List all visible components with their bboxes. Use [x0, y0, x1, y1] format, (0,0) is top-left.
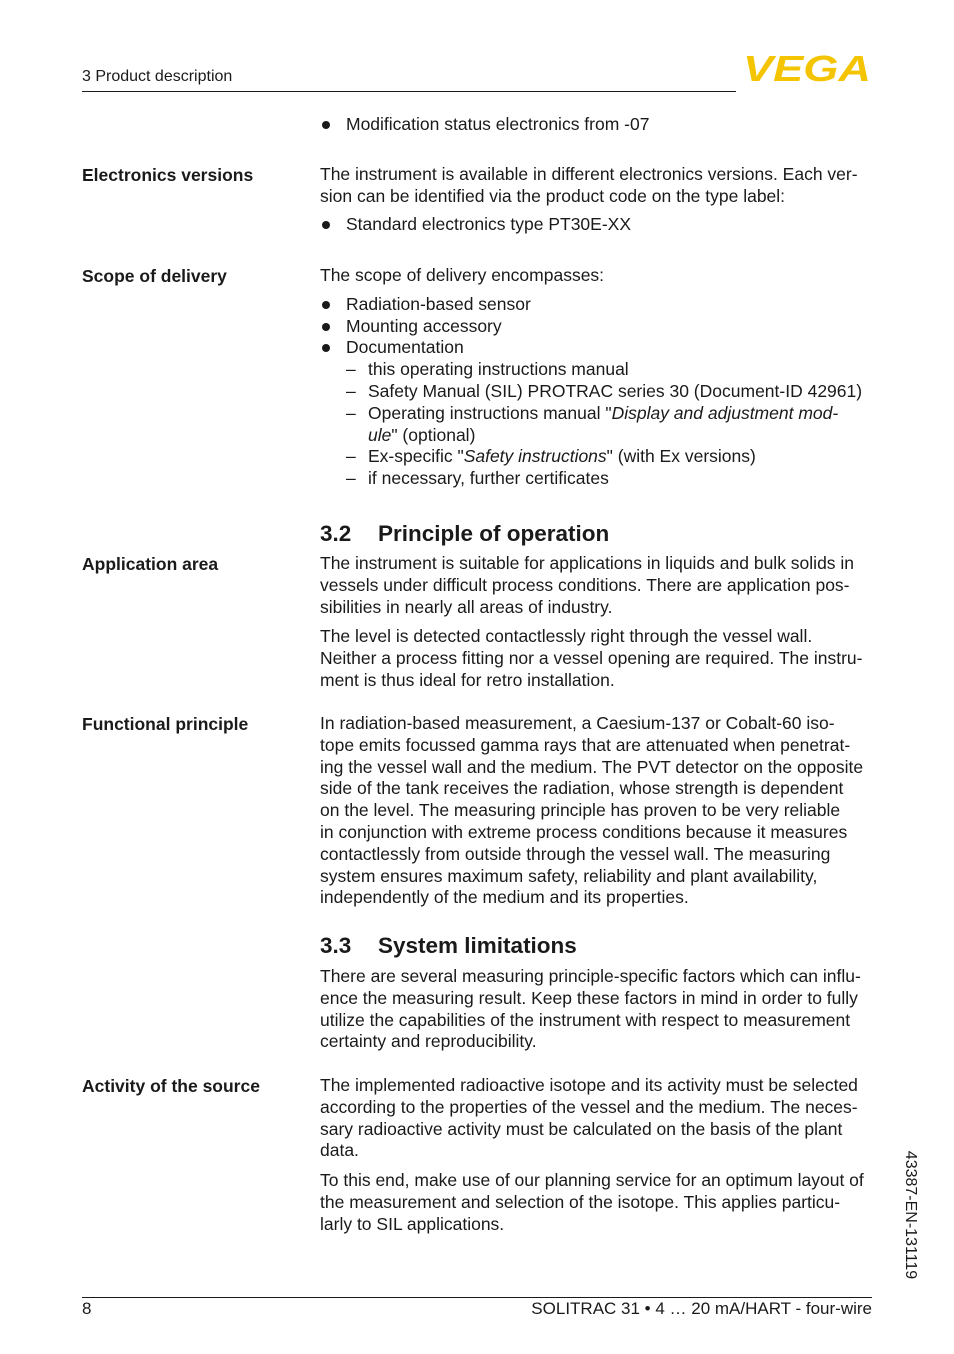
functional-principle-label: Functional principle [82, 714, 249, 734]
list-item: – this operating instructions manual [346, 359, 880, 381]
text-line: utilize the capabilities of the instrument with respect to measurement [320, 1009, 851, 1030]
text-line: The level is detected contactlessly right through the vessel wall. [320, 626, 813, 647]
section-title: System limitations [378, 933, 577, 958]
list-item: Documentation [320, 337, 880, 359]
text-line: tope emits focussed gamma rays that are attenuated when penetrat- [320, 734, 851, 755]
functional-principle-body [320, 713, 880, 909]
text-line: sibilities in nearly all areas of industry. [320, 596, 613, 617]
application-area-body [320, 553, 880, 692]
list-item: – Safety Manual (SIL) PROTRAC series 30 (Document-ID 42961) [346, 381, 880, 403]
text-line: sary radioactive activity must be calculated on the basis of the plant [320, 1118, 843, 1139]
footer-title: SOLITRAC 31 • 4 … 20 mA/HART - four-wire [531, 1299, 872, 1318]
scope-of-delivery-label: Scope of delivery [82, 266, 227, 286]
list-item: – Ex-specific "Safety instructions" (with Ex versions) [346, 446, 880, 468]
list-item: Modification status electronics from -07 [320, 114, 880, 136]
activity-of-source-body [320, 1075, 880, 1236]
activity-of-source-label: Activity of the source [82, 1076, 260, 1096]
system-limitations-body [320, 966, 880, 1053]
text-line: according to the properties of the vessel and the medium. The neces- [320, 1096, 858, 1117]
text-line: There are several measuring principle-specific factors which can influ- [320, 966, 861, 986]
electronics-versions-body [320, 164, 880, 235]
document-id [895, 1140, 919, 1290]
text-line: certainty and reproducibility. [320, 1031, 537, 1052]
text-line: larly to SIL applications. [320, 1213, 505, 1234]
text-line: ence the measuring result. Keep these factors in mind in order to fully [320, 987, 858, 1008]
scope-of-delivery-body [320, 265, 880, 490]
text-line: data. [320, 1140, 359, 1161]
text-line: Neither a process fitting nor a vessel opening are required. The instru- [320, 648, 863, 669]
header-divider [82, 91, 736, 92]
list-item: Radiation-based sensor [320, 294, 880, 316]
vega-logo [742, 52, 872, 84]
vega-logo-graphic [742, 52, 872, 84]
text-line: in conjunction with extreme process conditions because it measures [320, 821, 848, 842]
delivery-intro: The scope of delivery encompasses: [320, 265, 605, 285]
list-item: Mounting accessory [320, 316, 880, 338]
text-line: In radiation-based measurement, a Caesium-137 or Cobalt-60 iso- [320, 713, 835, 733]
text-line: the measurement and selection of the isotope. This applies particu- [320, 1191, 841, 1212]
text-line: vessels under difficult process conditions. There are application pos- [320, 574, 850, 595]
list-item: – if necessary, further certificates [346, 468, 880, 490]
text-line: ing the vessel wall and the medium. The PVT detector on the opposite [320, 756, 864, 777]
text-line: The instrument is suitable for applications in liquids and bulk solids in [320, 553, 855, 573]
text-line: ment is thus ideal for retro installation. [320, 669, 615, 690]
section-heading-limitations [320, 932, 577, 960]
application-area-label: Application area [82, 554, 219, 574]
text-line: The instrument is available in different electronics versions. Each ver- [320, 164, 858, 184]
list-item: – Operating instructions manual "Display and adjustment mod- ule" (optional) [346, 403, 880, 447]
text-line: on the level. The measuring principle has proven to be very reliable [320, 800, 841, 821]
text-line: system ensures maximum safety, reliability and plant availability, [320, 865, 818, 886]
text-line: independently of the medium and its properties. [320, 887, 689, 908]
header-section-label: 3 Product description [82, 68, 233, 85]
logo-text: VEGA [743, 52, 871, 84]
page-number: 8 [82, 1299, 92, 1318]
text-line: side of the tank receives the radiation, whose strength is dependent [320, 778, 844, 799]
document-id-text: 43387-EN-131119 [902, 1150, 919, 1280]
list-item: Standard electronics type PT30E-XX [320, 214, 880, 236]
text-line: contactlessly from outside through the vessel wall. The measuring [320, 843, 831, 864]
section-title: Principle of operation [378, 521, 610, 546]
section-heading-principle [320, 520, 609, 548]
section-number: 3.2 [320, 521, 352, 546]
text-line: The implemented radioactive isotope and its activity must be selected [320, 1075, 858, 1095]
text-line: To this end, make use of our planning service for an optimum layout of [320, 1170, 864, 1191]
intro-block [320, 114, 880, 136]
text-line: sion can be identified via the product code on the type label: [320, 185, 786, 206]
electronics-versions-label: Electronics versions [82, 165, 254, 185]
section-number: 3.3 [320, 933, 352, 958]
